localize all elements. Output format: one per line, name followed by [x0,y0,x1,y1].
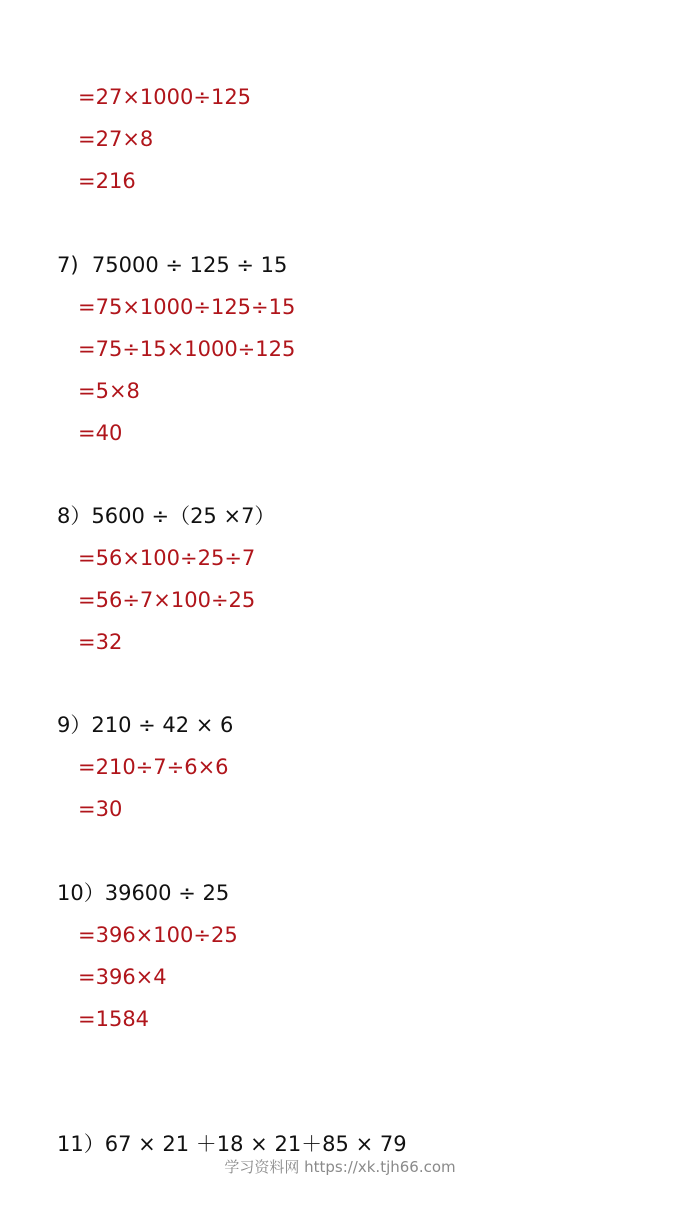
problem-11: 11）67 × 21 ＋18 × 21＋85 × 79 [57,1132,407,1156]
solution-step: =396×100÷25 [78,923,238,947]
footer-watermark: 学习资料网 https://xk.tjh66.com [224,1158,456,1176]
solution-step: =27×1000÷125 [78,85,252,109]
problem-8: 8）5600 ÷（25 ×7） [57,504,276,528]
solution-step: =210÷7÷6×6 [78,755,229,779]
problem-7: 7) 75000 ÷ 125 ÷ 15 [57,253,288,277]
solution-step: =396×4 [78,965,167,989]
solution-step: =30 [78,797,123,821]
solution-step: =216 [78,169,136,193]
solution-step: =75×1000÷125÷15 [78,295,296,319]
solution-step: =40 [78,421,123,445]
solution-step: =56÷7×100÷25 [78,588,256,612]
solution-step: =56×100÷25÷7 [78,546,256,570]
solution-step: =5×8 [78,379,140,403]
solution-step: =1584 [78,1007,150,1031]
solution-step: =32 [78,630,123,654]
problem-10: 10）39600 ÷ 25 [57,881,230,905]
solution-step: =27×8 [78,127,154,151]
problem-9: 9）210 ÷ 42 × 6 [57,713,234,737]
solution-step: =75÷15×1000÷125 [78,337,296,361]
